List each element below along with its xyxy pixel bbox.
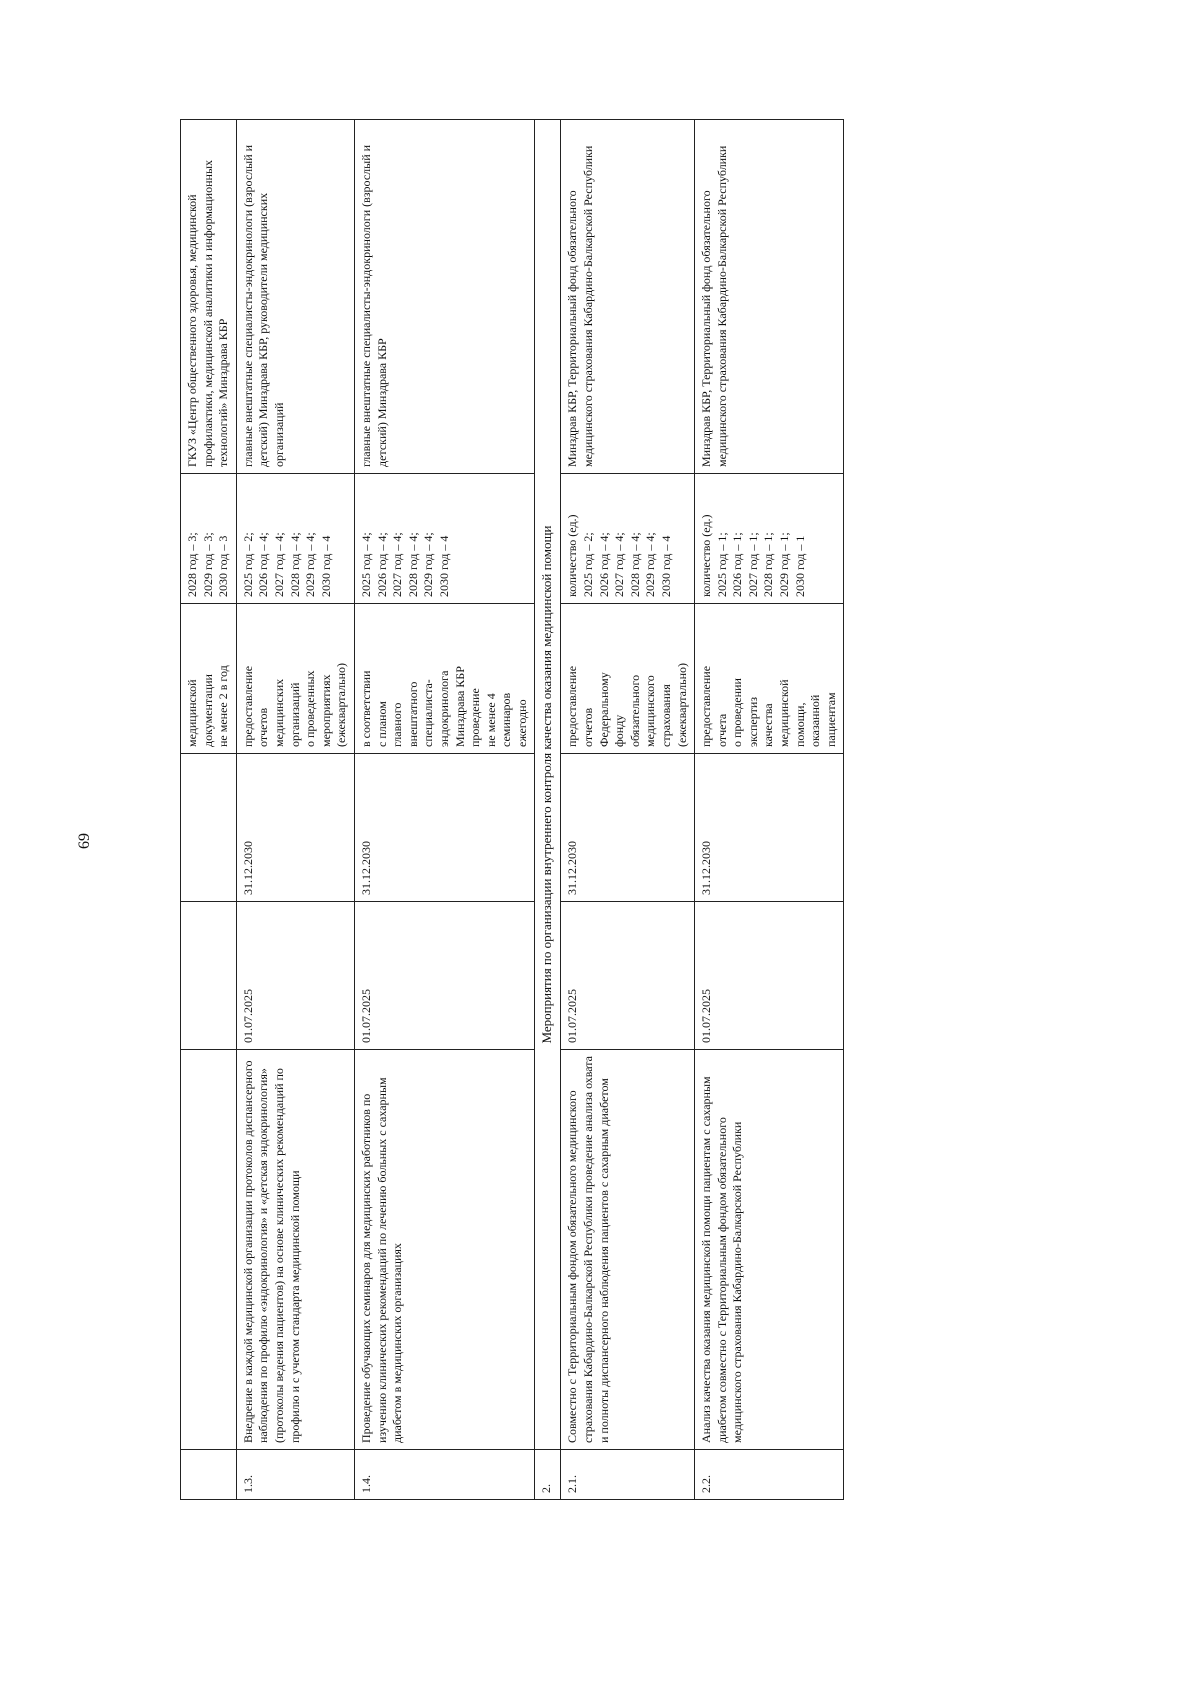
expected-result-line: Федеральному: [596, 672, 611, 747]
end-date: 31.12.2030: [695, 754, 844, 902]
expected-result-line: главного: [390, 702, 405, 747]
activity-name: Внедрение в каждой медицинской организации протоколов диспансерного наблюдения по профилю «эндокринология» и «детская эндокринология» (протоколы ведения пациентов) на основе клинических рекомендаций по профилю и с учетом стандарта медицинской помощи: [236, 1050, 354, 1450]
expected-result-line: в соответствии: [358, 670, 373, 747]
expected-result-line: фонду: [612, 714, 627, 747]
responsible-executor: ГКУЗ «Центр общественного здоровья, медицинской профилактики, медицинской аналитики и информационных технологий» Минздрава КБР: [181, 120, 237, 474]
target-indicator-line: 2025 год – 4;: [358, 532, 373, 597]
page-number: 69: [76, 833, 93, 849]
target-indicator-line: 2025 год – 2;: [240, 532, 255, 597]
target-indicator-line: 2025 год – 2;: [580, 532, 595, 597]
activity-name: Проведение обучающих семинаров для медицинских работников по изучению клинических рекомендаций по лечению больных с сахарным диабетом в медицинских организациях: [354, 1050, 535, 1450]
expected-result-line: медицинской: [777, 679, 792, 747]
target-indicator-line: 2030 год – 4: [436, 535, 451, 597]
row-number: 2.: [535, 1450, 561, 1500]
target-indicator: [181, 474, 237, 604]
target-indicator-line: 2027 год – 1;: [745, 532, 760, 597]
table-body: [181, 120, 844, 1500]
row-number: 2.2.: [695, 1450, 844, 1500]
table-row: [236, 120, 354, 1500]
expected-result-line: страхования: [658, 684, 673, 747]
target-indicator-line: 2026 год – 4;: [256, 532, 271, 597]
expected-result-line: (ежеквартально): [674, 663, 689, 747]
expected-result: [561, 604, 695, 754]
end-date: 31.12.2030: [561, 754, 695, 902]
expected-result-line: отчета: [714, 713, 729, 747]
target-indicator-line: 2027 год – 4;: [390, 532, 405, 597]
expected-result-line: проведение: [468, 688, 483, 747]
target-indicator-line: 2028 год – 4;: [405, 532, 420, 597]
target-indicator-line: 2028 год – 4;: [287, 532, 302, 597]
expected-result-line: отчетов: [256, 707, 271, 747]
expected-result-line: качества: [761, 703, 776, 747]
target-indicator-line: 2030 год – 3: [216, 535, 231, 597]
expected-result: [181, 604, 237, 754]
expected-result-line: не менее 2 в год: [216, 665, 231, 747]
expected-result-line: документации: [200, 674, 215, 747]
target-indicator-line: 2029 год – 3;: [200, 532, 215, 597]
expected-result-line: экспертиз: [745, 696, 760, 747]
table-row: [695, 120, 844, 1500]
target-indicator-line: количество (ед.): [699, 514, 714, 597]
end-date: [181, 754, 237, 902]
target-indicator-line: 2028 год – 4;: [627, 532, 642, 597]
activity-name: Совместно с Территориальным фондом обязательного медицинского страхования Кабардино-Балкарской Республики проведение анализа охвата и полноты диспансерного наблюдения пациентов с сахарным диабетом: [561, 1050, 695, 1450]
expected-result-line: оказанной: [808, 694, 823, 747]
expected-result-line: Минздрава КБР: [452, 666, 467, 747]
expected-result: [695, 604, 844, 754]
expected-result-line: ежегодно: [514, 699, 529, 747]
table-row: [181, 120, 237, 1500]
activity-name: Анализ качества оказания медицинской помощи пациентам с сахарным диабетом совместно с Территориальным фондом обязательного медицинского страхования Кабардино-Балкарской Республики: [695, 1050, 844, 1450]
end-date: 31.12.2030: [236, 754, 354, 902]
target-indicator: [354, 474, 535, 604]
rotated-page-content: [180, 120, 980, 1500]
target-indicator-line: 2028 год – 3;: [185, 532, 199, 597]
expected-result-line: помощи,: [792, 702, 807, 747]
expected-result-line: (ежеквартально): [334, 663, 349, 747]
responsible-executor: Минздрав КБР, Территориальный фонд обязательного медицинского страхования Кабардино-Балкарской Республики: [561, 120, 695, 474]
expected-result-line: предоставление: [699, 665, 714, 747]
target-indicator-line: 2029 год – 4;: [643, 532, 658, 597]
target-indicator-line: 2025 год – 1;: [714, 532, 729, 597]
target-indicator-line: 2030 год – 1: [792, 535, 807, 597]
target-indicator-line: 2026 год – 4;: [596, 532, 611, 597]
start-date: 01.07.2025: [236, 902, 354, 1050]
target-indicator-line: 2030 год – 4: [658, 535, 673, 597]
action-plan-table: [180, 119, 844, 1500]
target-indicator-line: 2026 год – 4;: [374, 532, 389, 597]
expected-result-line: о проведенных: [303, 670, 318, 747]
section-title: Мероприятия по организации внутреннего контроля качества оказания медицинской помощи: [535, 120, 561, 1450]
section-row: [535, 120, 561, 1500]
table-row: [561, 120, 695, 1500]
start-date: [181, 902, 237, 1050]
row-number: 2.1.: [561, 1450, 695, 1500]
target-indicator-line: 2029 год – 4;: [421, 532, 436, 597]
expected-result-line: мероприятиях: [318, 674, 333, 747]
target-indicator: [561, 474, 695, 604]
expected-result-line: обязательного: [627, 674, 642, 747]
expected-result-line: медицинского: [643, 675, 658, 747]
expected-result-line: предоставление: [240, 665, 255, 747]
row-number: 1.3.: [236, 1450, 354, 1500]
target-indicator-line: 2027 год – 4;: [612, 532, 627, 597]
expected-result-line: не менее 4: [483, 693, 498, 747]
expected-result-line: эндокринолога: [436, 670, 451, 747]
expected-result-line: семинаров: [499, 692, 514, 747]
expected-result-line: организаций: [287, 682, 302, 747]
responsible-executor: главные внештатные специалисты-эндокринологи (взрослый и детский) Минздрава КБР, руководители медицинских организаций: [236, 120, 354, 474]
end-date: 31.12.2030: [354, 754, 535, 902]
responsible-executor: Минздрав КБР, Территориальный фонд обязательного медицинского страхования Кабардино-Балкарской Республики: [695, 120, 844, 474]
target-indicator-line: 2028 год – 1;: [761, 532, 776, 597]
target-indicator-line: 2027 год – 4;: [271, 532, 286, 597]
expected-result: [354, 604, 535, 754]
target-indicator-line: 2029 год – 4;: [303, 532, 318, 597]
target-indicator-line: 2029 год – 1;: [777, 532, 792, 597]
responsible-executor: главные внештатные специалисты-эндокринологи (взрослый и детский) Минздрава КБР: [354, 120, 535, 474]
expected-result-line: специалиста-: [421, 679, 436, 747]
expected-result-line: внештатного: [405, 681, 420, 747]
row-number: 1.4.: [354, 1450, 535, 1500]
row-number: [181, 1450, 237, 1500]
expected-result-line: предоставление: [565, 665, 580, 747]
expected-result: [236, 604, 354, 754]
activity-name: [181, 1050, 237, 1450]
expected-result-line: медицинской: [185, 679, 199, 747]
target-indicator: [695, 474, 844, 604]
expected-result-line: о проведении: [730, 678, 745, 747]
start-date: 01.07.2025: [354, 902, 535, 1050]
target-indicator-line: 2030 год – 4: [318, 535, 333, 597]
target-indicator-line: 2026 год – 1;: [730, 532, 745, 597]
table-row: [354, 120, 535, 1500]
start-date: 01.07.2025: [561, 902, 695, 1050]
start-date: 01.07.2025: [695, 902, 844, 1050]
target-indicator: [236, 474, 354, 604]
target-indicator-line: количество (ед.): [565, 514, 580, 597]
expected-result-line: с планом: [374, 701, 389, 747]
expected-result-line: отчетов: [580, 707, 595, 747]
expected-result-line: медицинских: [271, 678, 286, 747]
expected-result-line: пациентам: [823, 692, 838, 747]
